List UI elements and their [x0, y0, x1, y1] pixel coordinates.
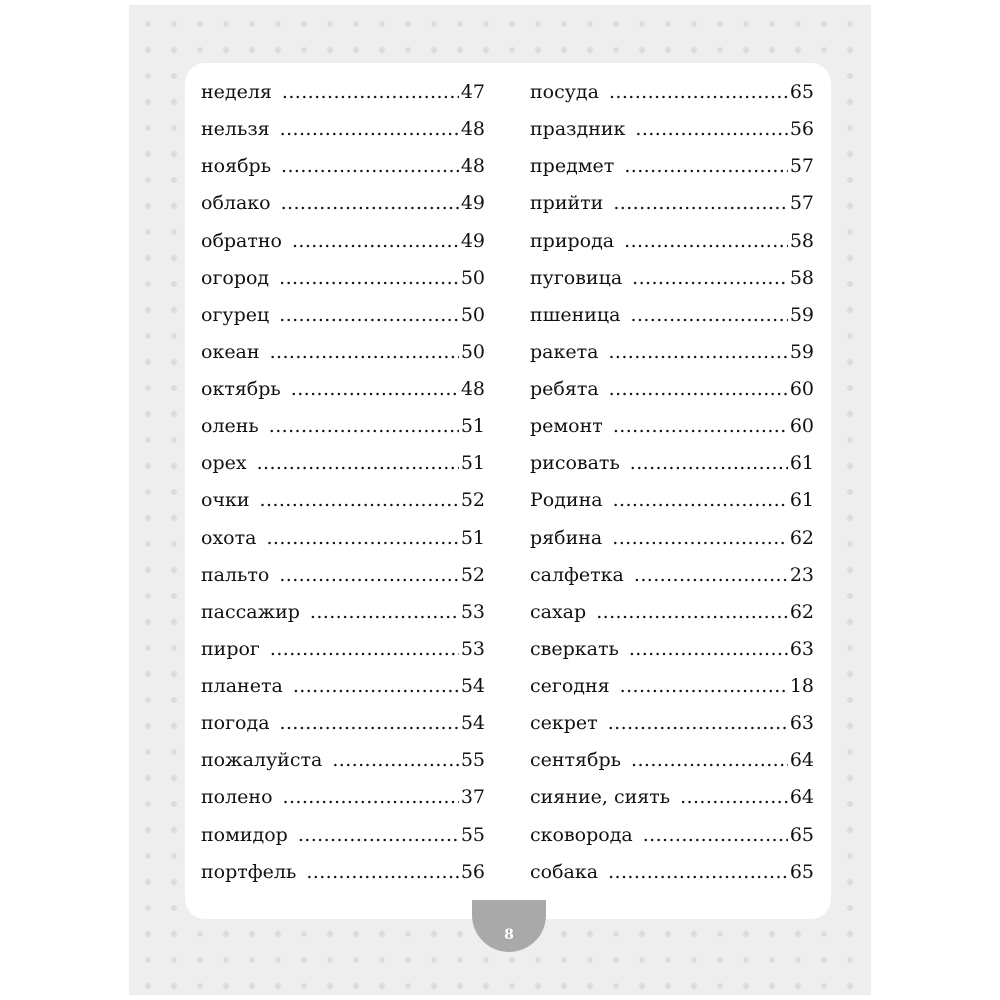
index-word: нельзя — [201, 118, 270, 141]
index-page-number: 65 — [789, 860, 814, 883]
index-entry — [201, 668, 485, 705]
index-word: салфетка — [530, 563, 624, 586]
index-page-number: 62 — [789, 526, 814, 549]
index-word: пуговица — [530, 266, 623, 289]
dot-leader — [613, 185, 787, 222]
dot-leader — [291, 371, 459, 408]
index-page-number: 55 — [460, 823, 485, 846]
index-page-number: 51 — [460, 452, 485, 475]
index-entry — [201, 779, 485, 816]
dot-leader — [281, 185, 459, 222]
index-word: сияние, сиять — [530, 786, 671, 809]
index-page-number: 62 — [789, 600, 814, 623]
index-entry — [201, 705, 485, 742]
index-entry — [530, 408, 814, 445]
page-number: 8 — [504, 927, 514, 943]
dot-leader — [630, 445, 788, 482]
dot-leader — [608, 334, 787, 371]
index-page-number: 48 — [460, 155, 485, 178]
index-page-number: 57 — [789, 155, 814, 178]
dot-leader — [257, 445, 459, 482]
dot-leader — [643, 817, 788, 854]
dot-leader — [634, 557, 788, 594]
index-word: облако — [201, 192, 271, 215]
dot-leader — [269, 408, 459, 445]
index-word: октябрь — [201, 378, 281, 400]
dot-leader — [292, 223, 459, 260]
index-word: полено — [201, 786, 273, 809]
index-word: пожалуйста — [201, 749, 323, 772]
index-page-number: 49 — [460, 229, 485, 252]
dot-leader — [270, 631, 459, 668]
dot-leader — [306, 854, 459, 891]
index-page-number: 64 — [789, 786, 814, 809]
index-page-number: 60 — [789, 415, 814, 438]
index-word: ракета — [530, 340, 599, 363]
index-entry — [530, 260, 814, 297]
index-word: сверкать — [530, 637, 619, 660]
index-word: рисовать — [530, 452, 620, 475]
index-page-number: 49 — [460, 192, 485, 215]
dot-leader — [620, 668, 788, 705]
index-page-number: 52 — [460, 563, 485, 586]
index-word: предмет — [530, 155, 615, 178]
index-entry — [201, 334, 485, 371]
dot-leader — [283, 779, 459, 816]
index-page-number: 59 — [789, 303, 814, 326]
dot-leader — [629, 631, 788, 668]
index-word: сентябрь — [530, 749, 621, 772]
dot-leader — [279, 557, 458, 594]
index-entry — [530, 817, 814, 854]
index-page-number: 64 — [789, 749, 814, 772]
dot-leader — [279, 260, 459, 297]
dot-leader — [310, 594, 459, 631]
index-page-number: 54 — [460, 675, 485, 697]
index-entry — [201, 742, 485, 779]
index-page-number: 48 — [460, 118, 485, 141]
index-page-number: 18 — [789, 675, 814, 697]
index-word: собака — [530, 860, 599, 883]
index-entry — [201, 260, 485, 297]
index-word: сегодня — [530, 675, 610, 697]
dot-leader — [624, 223, 788, 260]
index-entry — [201, 223, 485, 260]
dot-leader — [332, 742, 459, 779]
dot-leader — [632, 260, 788, 297]
index-page-number: 58 — [789, 266, 814, 289]
index-page-number: 23 — [789, 563, 814, 586]
index-entry — [201, 185, 485, 222]
index-page-number: 60 — [789, 378, 814, 400]
index-page-number: 52 — [460, 489, 485, 512]
index-word: неделя — [201, 81, 272, 103]
index-word: огурец — [201, 303, 270, 326]
index-page-number: 56 — [789, 118, 814, 141]
index-word: охота — [201, 526, 257, 549]
index-entry — [530, 631, 814, 668]
dot-leader — [680, 779, 788, 816]
index-page-number: 61 — [789, 489, 814, 512]
dot-leader — [280, 705, 459, 742]
index-word: посуда — [530, 81, 599, 103]
index-page-number: 50 — [460, 266, 485, 289]
index-page-number: 65 — [789, 81, 814, 103]
index-entry — [201, 631, 485, 668]
index-entry — [530, 854, 814, 891]
dot-leader — [630, 297, 787, 334]
index-word: Родина — [530, 489, 603, 512]
index-word: океан — [201, 340, 260, 363]
index-page-number: 59 — [789, 340, 814, 363]
dot-leader — [282, 74, 459, 111]
index-entry — [530, 482, 814, 519]
index-page-number: 50 — [460, 340, 485, 363]
index-entry — [201, 520, 485, 557]
index-word: ноябрь — [201, 155, 272, 178]
index-entry — [201, 408, 485, 445]
index-word: сковорода — [530, 823, 633, 846]
index-page-number: 55 — [460, 749, 485, 772]
index-page-number: 50 — [460, 303, 485, 326]
index-entry — [530, 74, 814, 111]
dot-leader — [612, 520, 788, 557]
index-entry — [530, 742, 814, 779]
dot-leader — [281, 148, 459, 185]
index-word: орех — [201, 452, 247, 475]
dot-leader — [266, 520, 458, 557]
dot-leader — [631, 742, 788, 779]
dot-leader — [608, 705, 788, 742]
index-page-number: 63 — [789, 637, 814, 660]
index-entry — [201, 817, 485, 854]
index-word: очки — [201, 489, 250, 512]
dot-leader — [608, 854, 788, 891]
index-entry — [201, 557, 485, 594]
index-entry — [201, 74, 485, 111]
index-page-number: 57 — [789, 192, 814, 215]
index-page-number: 37 — [460, 786, 485, 809]
index-page-number: 56 — [460, 860, 485, 883]
index-word: олень — [201, 415, 259, 438]
dot-leader — [279, 297, 459, 334]
index-entry — [530, 111, 814, 148]
index-entry — [201, 297, 485, 334]
index-entry — [530, 705, 814, 742]
index-word: пшеница — [530, 303, 621, 326]
index-word: планета — [201, 675, 283, 697]
index-word: праздник — [530, 118, 626, 141]
index-word: пирог — [201, 637, 260, 660]
index-page-number: 48 — [460, 378, 485, 400]
index-page-number: 61 — [789, 452, 814, 475]
index-page-number: 58 — [789, 229, 814, 252]
index-column-right — [530, 74, 814, 891]
index-word: ребята — [530, 378, 599, 400]
dot-leader — [635, 111, 787, 148]
index-entry — [530, 557, 814, 594]
index-entry — [530, 297, 814, 334]
index-page-number: 53 — [460, 637, 485, 660]
index-entry — [530, 148, 814, 185]
index-word: погода — [201, 712, 270, 735]
index-word: огород — [201, 266, 270, 289]
index-entry — [201, 482, 485, 519]
index-page-number: 53 — [460, 600, 485, 623]
index-entry — [201, 854, 485, 891]
index-page-number: 51 — [460, 526, 485, 549]
index-word: ремонт — [530, 415, 603, 438]
dot-leader — [624, 148, 788, 185]
dot-leader — [293, 668, 459, 705]
index-page-number: 63 — [789, 712, 814, 735]
index-word: пальто — [201, 563, 270, 586]
index-entry — [530, 594, 814, 631]
index-entry — [530, 668, 814, 705]
index-word: пассажир — [201, 600, 300, 623]
index-word: прийти — [530, 192, 604, 215]
index-page-number: 65 — [789, 823, 814, 846]
dot-leader — [613, 482, 788, 519]
index-page-number: 51 — [460, 415, 485, 438]
index-entry — [201, 371, 485, 408]
index-word: обратно — [201, 229, 282, 252]
index-page-number: 54 — [460, 712, 485, 735]
index-entry — [530, 445, 814, 482]
index-entry — [530, 520, 814, 557]
dot-leader — [280, 111, 459, 148]
index-entry — [530, 223, 814, 260]
dot-leader — [298, 817, 459, 854]
dot-leader — [609, 74, 788, 111]
index-word: рябина — [530, 526, 603, 549]
index-word: природа — [530, 229, 615, 252]
index-entry — [530, 371, 814, 408]
dot-leader — [270, 334, 459, 371]
index-column-left — [201, 74, 485, 891]
index-entry — [201, 445, 485, 482]
index-word: секрет — [530, 712, 598, 735]
index-entry — [530, 779, 814, 816]
index-entry — [201, 148, 485, 185]
index-word: помидор — [201, 823, 288, 846]
index-entry — [530, 185, 814, 222]
index-word: сахар — [530, 600, 587, 623]
dot-leader — [613, 408, 788, 445]
index-entry — [201, 594, 485, 631]
dot-leader — [609, 371, 788, 408]
index-page-number: 47 — [460, 81, 485, 103]
dot-leader — [596, 594, 788, 631]
index-word: портфель — [201, 860, 297, 883]
dot-leader — [260, 482, 459, 519]
index-entry — [530, 334, 814, 371]
index-entry — [201, 111, 485, 148]
